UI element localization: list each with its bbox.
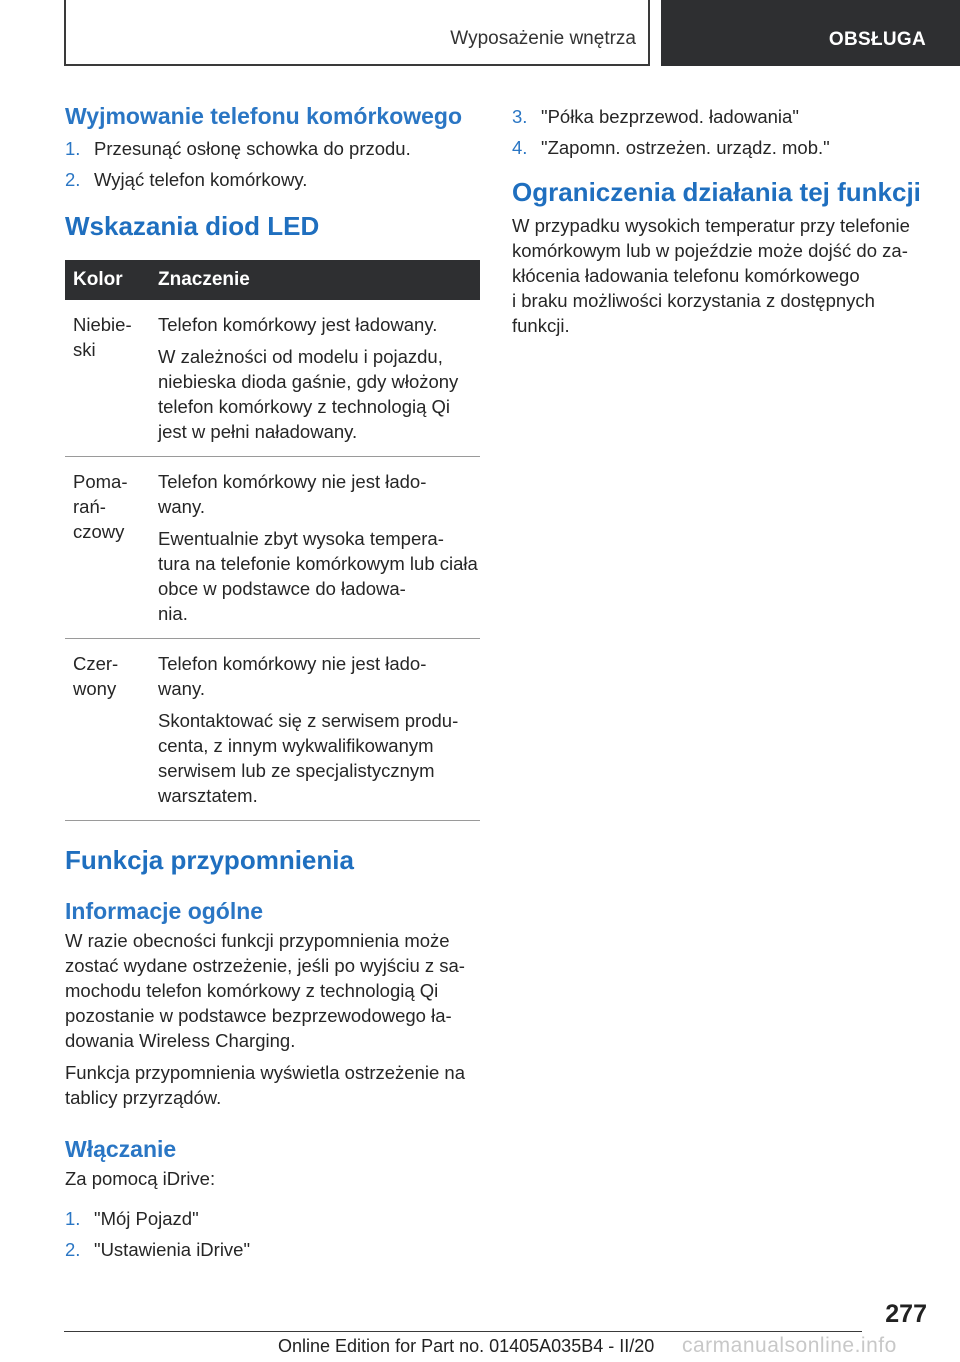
led-meaning: Telefon komórkowy nie jest łado- wany. Skontaktować się z serwisem produ- centa, z innym wykwalifikowanym serwisem lub ze specjalistycznym warsztatem. bbox=[150, 639, 480, 821]
list-item: 1. Przesunąć osłonę schowka do przodu. bbox=[65, 138, 411, 159]
led-table bbox=[65, 260, 480, 821]
column-header-color: Kolor bbox=[65, 260, 150, 300]
chapter-title: OBSŁUGA bbox=[828, 29, 926, 50]
header-frame bbox=[64, 0, 650, 66]
general-info-heading: Informacje ogólne bbox=[65, 898, 264, 924]
footer-divider bbox=[64, 1331, 862, 1332]
enable-steps-continued bbox=[512, 104, 932, 160]
led-color: Poma- rań- czowy bbox=[65, 457, 150, 639]
table-header-row bbox=[65, 260, 480, 300]
list-item: 4. "Zapomn. ostrzeżen. urządz. mob." bbox=[512, 137, 830, 158]
page-number: 277 bbox=[885, 1300, 927, 1328]
section-title: Wyposażenie wnętrza bbox=[450, 28, 636, 49]
general-info-text: W razie obecności funkcji przypomnienia może zostać wydane ostrzeżenie, jeśli po wyjściu z sa- mochodu telefon komórkowy z technologią Qi pozostanie w podstawce bezprzewodowego ła- dowania Wireless Charging. bbox=[65, 930, 465, 1051]
right-column bbox=[512, 100, 932, 338]
edition-info: Online Edition for Part no. 01405A035B4 - II/20 bbox=[278, 1336, 655, 1356]
led-meaning: Telefon komórkowy nie jest łado- wany. Ewentualnie zbyt wysoka tempera- tura na telefonie komórkowym lub ciała obce w podstawce do ładowa- nia. bbox=[150, 457, 480, 639]
table-row bbox=[65, 300, 480, 457]
column-header-meaning: Znaczenie bbox=[150, 260, 480, 300]
enable-intro: Za pomocą iDrive: bbox=[65, 1168, 216, 1189]
reminder-heading: Funkcja przypomnienia bbox=[65, 845, 354, 875]
left-column bbox=[65, 100, 480, 1268]
list-item: 2. "Ustawienia iDrive" bbox=[65, 1239, 251, 1260]
limits-text: W przypadku wysokich temperatur przy telefonie komórkowym lub w pojeździe może dojść do za- kłócenia ładowania telefonu komórkowego i braku możliwości korzystania z dostępnych funkcji. bbox=[512, 215, 910, 336]
list-item: 2. Wyjąć telefon komórkowy. bbox=[65, 169, 308, 190]
table-row bbox=[65, 639, 480, 821]
limits-heading: Ograniczenia działania tej funkcji bbox=[512, 177, 921, 207]
enable-steps bbox=[65, 1206, 480, 1262]
led-color: Niebie- ski bbox=[65, 300, 150, 457]
led-heading: Wskazania diod LED bbox=[65, 211, 320, 241]
list-item: 3. "Półka bezprzewod. ładowania" bbox=[512, 106, 799, 127]
chapter-tab bbox=[661, 0, 960, 66]
led-meaning: Telefon komórkowy jest ładowany. W zależności od modelu i pojazdu, niebieska dioda gaśnie, gdy włożony telefon komórkowy z technologią Qi jest w pełni naładowany. bbox=[150, 300, 480, 457]
list-item: 1. "Mój Pojazd" bbox=[65, 1208, 199, 1229]
led-color: Czer- wony bbox=[65, 639, 150, 821]
reminder-display-text: Funkcja przypomnienia wyświetla ostrzeżenie na tablicy przyrządów. bbox=[65, 1062, 465, 1108]
remove-steps bbox=[65, 136, 480, 192]
table-row bbox=[65, 457, 480, 639]
remove-phone-heading: Wyjmowanie telefonu komórkowego bbox=[65, 103, 463, 129]
watermark: carmanualsonline.info bbox=[682, 1334, 897, 1357]
enable-heading: Włączanie bbox=[65, 1136, 177, 1162]
